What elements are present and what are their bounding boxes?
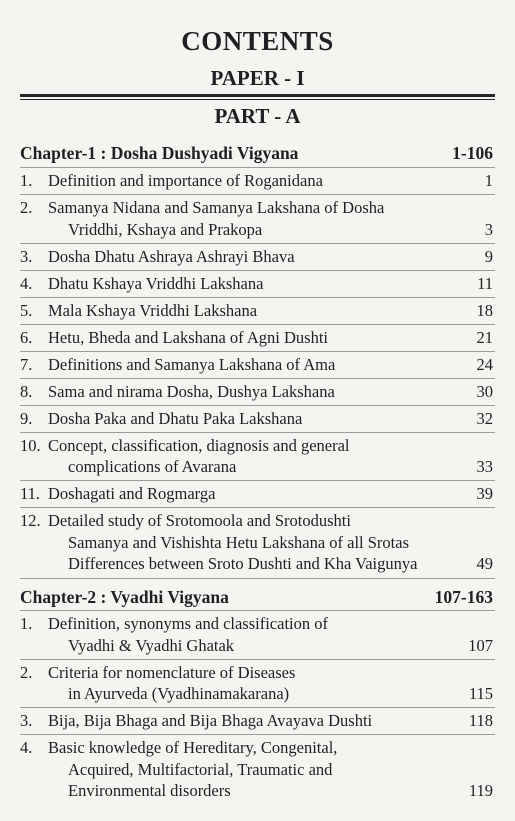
entry-divider [20, 507, 495, 508]
entry-number: 4. [20, 273, 33, 293]
entry-page-number: 30 [476, 381, 493, 401]
entry-text: Mala Kshaya Vriddhi Lakshana [48, 300, 258, 320]
entry-divider [20, 270, 495, 271]
toc-entry [20, 170, 495, 192]
entry-text: Definitions and Samanya Lakshana of Ama [48, 354, 336, 374]
toc-entry [20, 710, 495, 732]
entry-number: 1. [20, 614, 33, 633]
toc-entry [20, 435, 495, 478]
entry-text: Definition and importance of Roganidana [48, 171, 323, 190]
entry-number: 3. [20, 246, 33, 266]
entry-divider [20, 734, 495, 735]
double-rule-thin [20, 99, 495, 100]
toc-entry [20, 662, 495, 705]
paper-heading: PAPER - I [210, 66, 305, 90]
toc-entry [20, 327, 495, 349]
entry-divider [20, 480, 495, 481]
entry-text: Acquired, Multifactorial, Traumatic and [68, 759, 333, 779]
entry-divider [20, 707, 495, 708]
page-title: CONTENTS [181, 26, 334, 56]
entry-divider [20, 243, 495, 244]
toc-entry [20, 408, 495, 430]
entry-text: Samanya and Vishishta Hetu Lakshana of all Srotas [68, 532, 410, 552]
toc-entry [20, 246, 495, 268]
entry-page-number: 24 [476, 354, 493, 374]
entry-text: Dosha Dhatu Ashraya Ashrayi Bhava [48, 246, 295, 266]
entry-text: Definition, synonyms and classification of [48, 614, 328, 633]
entry-page-number: 21 [476, 327, 493, 347]
entry-text: Criteria for nomenclature of Diseases [48, 662, 296, 682]
entry-page-number: 107 [468, 635, 493, 655]
entry-page-number: 118 [468, 711, 493, 730]
entry-number: 3. [20, 711, 33, 730]
entry-page-number: 49 [476, 554, 493, 573]
entry-text: Samanya Nidana and Samanya Lakshana of Dosha [48, 198, 385, 217]
entry-divider [20, 167, 495, 168]
toc-entry [20, 613, 495, 656]
entry-divider [20, 610, 495, 611]
entry-text: Doshagati and Rogmarga [48, 484, 216, 503]
entry-number: 10. [20, 435, 41, 455]
entry-text: Dosha Paka and Dhatu Paka Lakshana [48, 408, 303, 428]
entry-text: Differences between Sroto Dushti and Kha Vaigunya [68, 554, 418, 573]
entry-number: 1. [20, 171, 33, 190]
toc-entry [20, 483, 495, 505]
toc-entry [20, 354, 495, 376]
entry-page-number: 18 [476, 300, 493, 320]
chapter-page-range: 1-106 [452, 142, 493, 163]
part-heading: PART - A [214, 104, 301, 128]
entry-divider [20, 324, 495, 325]
toc-entry [20, 273, 495, 295]
entry-text: Detailed study of Srotomoola and Srotodushti [48, 511, 351, 530]
entry-divider [20, 432, 495, 433]
chapter-heading [20, 584, 495, 610]
entry-text: Sama and nirama Dosha, Dushya Lakshana [48, 381, 335, 401]
entry-divider [20, 378, 495, 379]
toc-entry [20, 737, 495, 802]
chapter-page-range: 107-163 [434, 586, 493, 607]
entry-number: 8. [20, 381, 33, 401]
entry-page-number: 39 [476, 484, 493, 503]
chapter-heading [20, 140, 495, 166]
chapter-title: Chapter-2 : Vyadhi Vigyana [20, 586, 229, 607]
entry-number: 2. [20, 662, 33, 682]
entry-page-number: 33 [476, 457, 493, 476]
entry-page-number: 119 [468, 781, 493, 800]
entry-number: 9. [20, 408, 33, 428]
entry-text: Vyadhi & Vyadhi Ghatak [68, 635, 235, 655]
toc-entry [20, 381, 495, 403]
entry-page-number: 1 [484, 171, 493, 190]
entry-number: 2. [20, 198, 33, 217]
entry-text: Bija, Bija Bhaga and Bija Bhaga Avayava Dushti [48, 711, 373, 730]
entry-page-number: 9 [484, 246, 493, 266]
entry-text: Dhatu Kshaya Vriddhi Lakshana [48, 273, 264, 293]
entry-number: 4. [20, 738, 33, 757]
entry-divider [20, 405, 495, 406]
entry-page-number: 32 [476, 408, 493, 428]
entry-number: 7. [20, 354, 33, 374]
entry-divider [20, 297, 495, 298]
chapter-divider [20, 578, 495, 579]
entry-text: Hetu, Bheda and Lakshana of Agni Dushti [48, 327, 328, 347]
entry-text: Vriddhi, Kshaya and Prakopa [68, 219, 263, 239]
toc-entry [20, 300, 495, 322]
chapter-title: Chapter-1 : Dosha Dushyadi Vigyana [20, 142, 299, 163]
entry-text: Concept, classification, diagnosis and general [48, 435, 350, 455]
entry-divider [20, 194, 495, 195]
entry-number: 11. [20, 484, 41, 503]
entry-number: 6. [20, 327, 33, 347]
entry-text: complications of Avarana [68, 457, 237, 476]
entry-page-number: 3 [484, 219, 493, 239]
entry-text: in Ayurveda (Vyadhinamakarana) [68, 684, 290, 703]
entry-page-number: 11 [477, 273, 493, 293]
double-rule-thick [20, 94, 495, 97]
entry-text: Environmental disorders [68, 781, 231, 800]
entry-divider [20, 659, 495, 660]
entry-text: Basic knowledge of Hereditary, Congenital, [48, 738, 338, 757]
entry-divider [20, 351, 495, 352]
entry-page-number: 115 [468, 684, 493, 703]
toc-entry [20, 197, 495, 240]
entry-number: 12. [20, 511, 41, 530]
toc-entry [20, 510, 495, 575]
entry-number: 5. [20, 300, 33, 320]
